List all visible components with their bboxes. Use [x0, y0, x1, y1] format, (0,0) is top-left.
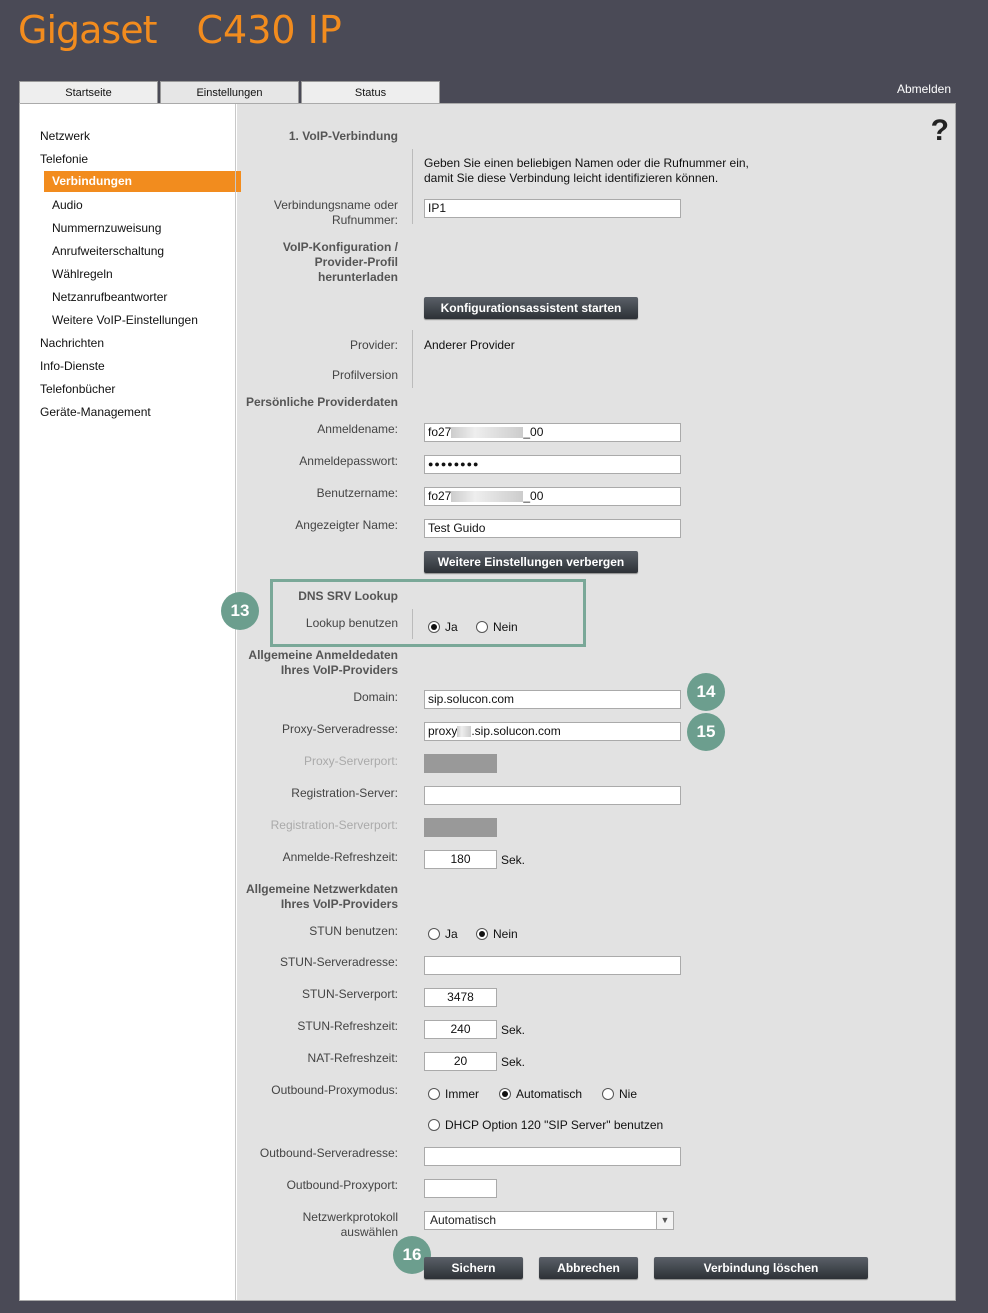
main-panel: [19, 103, 956, 1301]
config-wizard-button[interactable]: Konfigurationsassistent starten: [424, 297, 638, 319]
proxy-address-input[interactable]: [424, 722, 681, 741]
dns-srv-heading: DNS SRV Lookup: [298, 589, 398, 603]
radio-label: Nein: [493, 620, 518, 634]
stun-port-label: STUN-Serverport:: [301, 987, 398, 1001]
sidebar-item-audio[interactable]: Audio: [52, 198, 83, 212]
stun-refresh-input[interactable]: 240: [424, 1020, 497, 1039]
proxy-port-label: Proxy-Serverport:: [303, 754, 398, 768]
redacted-blur: [451, 427, 523, 438]
provider-label: Provider:: [349, 338, 398, 352]
proxy-port-input: [424, 754, 497, 773]
refresh-time-label: Anmelde-Refreshzeit:: [282, 850, 398, 864]
sidebar-item-nummernzuweisung[interactable]: Nummernzuweisung: [52, 221, 162, 235]
stun-address-input[interactable]: [424, 956, 681, 975]
nat-refresh-unit: Sek.: [501, 1055, 526, 1069]
logout-link[interactable]: Abmelden: [896, 82, 951, 96]
proxy-prefix: proxy: [428, 724, 458, 738]
callout-badge-15: 15: [687, 713, 725, 751]
sidebar-item-telefonbuecher[interactable]: Telefonbücher: [40, 382, 116, 396]
tab-status[interactable]: Status: [301, 81, 440, 103]
sidebar-item-weitere-voip[interactable]: Weitere VoIP-Einstellungen: [52, 313, 198, 327]
stun-port-input[interactable]: 3478: [424, 988, 497, 1007]
help-icon[interactable]: ?: [930, 114, 949, 147]
sidebar-item-nachrichten[interactable]: Nachrichten: [40, 336, 105, 350]
intro-text-2: damit Sie diese Verbindung leicht identifizieren können.: [424, 171, 719, 185]
stun-yes-radio[interactable]: [428, 927, 458, 941]
mode-always-radio[interactable]: [428, 1087, 479, 1101]
display-name-label: Angezeigter Name:: [295, 518, 398, 532]
sidebar-item-waehlregeln[interactable]: Wählregeln: [52, 267, 113, 281]
username-suffix: _00: [523, 489, 544, 503]
radio-indicator: [428, 1088, 440, 1100]
registration-port-label: Registration-Serverport:: [270, 818, 398, 832]
nat-refresh-input[interactable]: 20: [424, 1052, 497, 1071]
column-divider: [412, 330, 413, 388]
nat-refresh-label: NAT-Refreshzeit:: [307, 1051, 398, 1065]
general-network-heading-1: Allgemeine Netzwerkdaten: [245, 882, 398, 896]
radio-label: Immer: [445, 1087, 479, 1101]
protocol-label-1: Netzwerkprotokoll: [302, 1210, 398, 1224]
stun-address-label: STUN-Serveradresse:: [279, 955, 398, 969]
domain-input[interactable]: sip.solucon.com: [424, 690, 681, 709]
registration-server-label: Registration-Server:: [291, 786, 398, 800]
voip-config-label-1: VoIP-Konfiguration /: [282, 240, 398, 254]
mode-never-radio[interactable]: [602, 1087, 637, 1101]
radio-indicator: [428, 1119, 440, 1131]
sidebar-item-info-dienste[interactable]: Info-Dienste: [40, 359, 105, 373]
hide-settings-button[interactable]: Weitere Einstellungen verbergen: [424, 551, 638, 573]
login-name-suffix: _00: [523, 425, 544, 439]
general-network-heading-2: Ihres VoIP-Providers: [280, 897, 398, 911]
sidebar-item-anrufweiterschaltung[interactable]: Anrufweiterschaltung: [52, 244, 165, 258]
delete-connection-button[interactable]: Verbindung löschen: [654, 1257, 868, 1279]
gigaset-logo: [18, 8, 342, 58]
tab-startseite[interactable]: Startseite: [19, 81, 158, 103]
outbound-address-input[interactable]: [424, 1147, 681, 1166]
display-name-input[interactable]: Test Guido: [424, 519, 681, 538]
radio-indicator: [476, 928, 488, 940]
refresh-time-unit: Sek.: [501, 853, 526, 867]
brand-name: Gigaset: [18, 8, 157, 52]
outbound-address-label: Outbound-Serveradresse:: [259, 1146, 398, 1160]
radio-label: Automatisch: [516, 1087, 583, 1101]
username-prefix: fo27: [428, 489, 452, 503]
redacted-blur: [451, 491, 523, 502]
username-label: Benutzername:: [316, 486, 398, 500]
model-name: C430 IP: [196, 8, 342, 52]
callout-badge-14: 14: [687, 673, 725, 711]
general-login-heading-1: Allgemeine Anmeldedaten: [248, 648, 398, 662]
password-input[interactable]: ●●●●●●●●: [424, 455, 681, 474]
sidebar-item-telefonie[interactable]: Telefonie: [40, 152, 89, 166]
proxy-suffix: .sip.solucon.com: [471, 724, 561, 738]
main-tabs: [19, 81, 440, 105]
conn-name-label-2: Rufnummer:: [331, 213, 398, 227]
login-name-prefix: fo27: [428, 425, 452, 439]
intro-text-1: Geben Sie einen beliebigen Namen oder die Rufnummer ein,: [424, 156, 749, 170]
radio-label: Ja: [445, 620, 458, 634]
protocol-label-2: auswählen: [340, 1225, 398, 1239]
provider-value: Anderer Provider: [424, 338, 515, 352]
protocol-selected-value: Automatisch: [430, 1213, 497, 1227]
column-divider: [412, 149, 413, 224]
cancel-button[interactable]: Abbrechen: [539, 1257, 638, 1279]
sidebar: [20, 104, 237, 1300]
username-input[interactable]: [424, 487, 681, 506]
general-login-heading-2: Ihres VoIP-Providers: [280, 663, 398, 677]
voip-config-label-3: herunterladen: [317, 270, 398, 284]
callout-badge-13: 13: [221, 592, 259, 630]
password-label: Anmeldepasswort:: [299, 454, 398, 468]
lookup-no-radio[interactable]: [476, 620, 518, 634]
sidebar-item-netzanrufbeantworter[interactable]: Netzanrufbeantworter: [52, 290, 168, 304]
personal-data-heading: Persönliche Providerdaten: [245, 395, 398, 409]
radio-label: Nein: [493, 927, 518, 941]
connection-name-input[interactable]: IP1: [424, 199, 681, 218]
protocol-select[interactable]: [424, 1211, 674, 1230]
outbound-port-input[interactable]: [424, 1179, 497, 1198]
proxy-address-label: Proxy-Serveradresse:: [281, 722, 398, 736]
profile-version-label: Profilversion: [331, 368, 398, 382]
outbound-port-label: Outbound-Proxyport:: [286, 1178, 398, 1192]
stun-refresh-label: STUN-Refreshzeit:: [297, 1019, 398, 1033]
callout-badge-16: 16: [393, 1236, 431, 1274]
chevron-down-icon[interactable]: ▼: [656, 1212, 673, 1229]
lookup-yes-radio[interactable]: [428, 620, 458, 634]
login-name-input[interactable]: [424, 423, 681, 442]
radio-label: Ja: [445, 927, 458, 941]
stun-no-radio[interactable]: [476, 927, 518, 941]
stun-refresh-unit: Sek.: [501, 1023, 526, 1037]
registration-server-input[interactable]: [424, 786, 681, 805]
refresh-time-input[interactable]: 180: [424, 850, 497, 869]
mode-auto-radio[interactable]: [499, 1087, 582, 1101]
sidebar-divider: [235, 104, 236, 1300]
lookup-label: Lookup benutzen: [305, 616, 398, 630]
stun-use-label: STUN benutzen:: [309, 924, 398, 938]
sidebar-item-verbindungen[interactable]: Verbindungen: [44, 171, 241, 192]
radio-indicator: [428, 621, 440, 633]
registration-port-input: [424, 818, 497, 837]
redacted-blur: [457, 726, 471, 737]
tab-einstellungen[interactable]: Einstellungen: [160, 81, 299, 105]
save-button[interactable]: Sichern: [424, 1257, 523, 1279]
sidebar-item-netzwerk[interactable]: Netzwerk: [40, 129, 91, 143]
radio-label: DHCP Option 120 "SIP Server" benutzen: [445, 1118, 664, 1132]
radio-indicator: [602, 1088, 614, 1100]
radio-indicator: [428, 928, 440, 940]
conn-name-label-1: Verbindungsname oder: [273, 198, 398, 212]
login-name-label: Anmeldename:: [317, 422, 398, 436]
outbound-mode-label: Outbound-Proxymodus:: [271, 1083, 398, 1097]
domain-label: Domain:: [353, 690, 398, 704]
voip-config-label-2: Provider-Profil: [314, 255, 398, 269]
section-title: 1. VoIP-Verbindung: [288, 129, 398, 143]
radio-indicator: [476, 621, 488, 633]
radio-indicator: [499, 1088, 511, 1100]
mode-dhcp-radio[interactable]: [428, 1118, 663, 1132]
sidebar-item-geraete-management[interactable]: Geräte-Management: [40, 405, 151, 419]
radio-label: Nie: [619, 1087, 638, 1101]
